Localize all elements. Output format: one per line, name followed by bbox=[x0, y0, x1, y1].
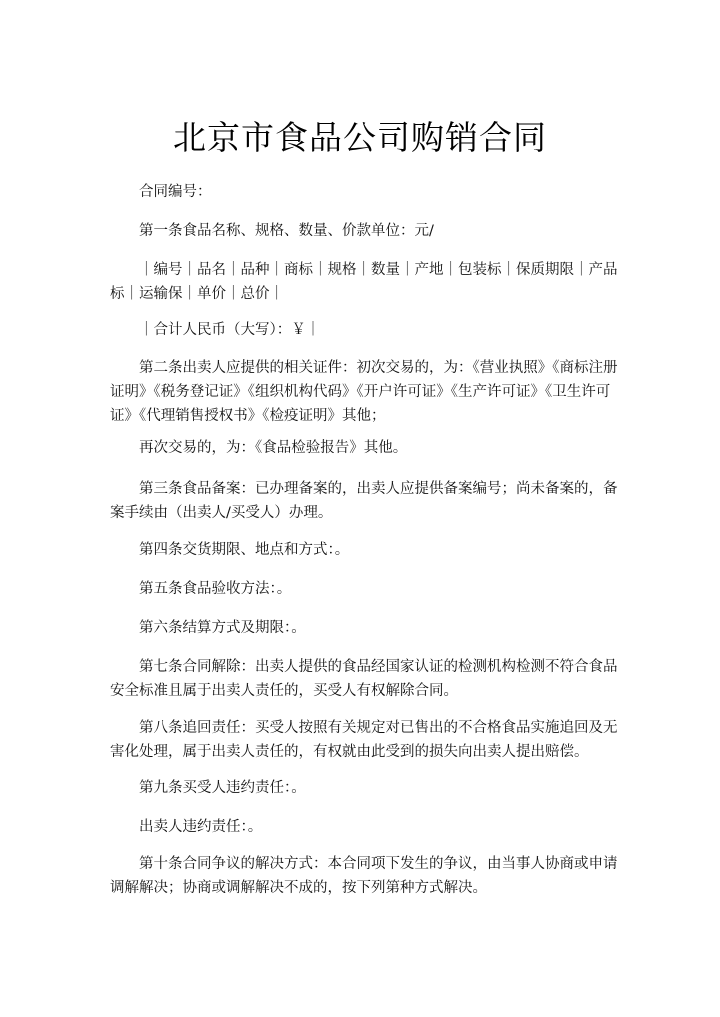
article-8-paragraph: 第八条追回责任：买受人按照有关规定对已售出的不合格食品实施追回及无害化处理，属于出卖人责任的，有权就由此受到的损失向出卖人提出赔偿。 bbox=[110, 720, 618, 760]
article-7-paragraph: 第七条合同解除：出卖人提供的食品经国家认证的检测机构检测不符合食品安全标准且属于出卖人责任的，买受人有权解除合同。 bbox=[110, 659, 618, 699]
article-5-paragraph: 第五条食品验收方法：。 bbox=[139, 581, 292, 597]
contract-number-line: 合同编号： bbox=[139, 184, 212, 200]
article-9-paragraph: 第九条买受人违约责任：。 bbox=[139, 780, 306, 796]
document-title: 北京市食品公司购销合同 bbox=[173, 118, 547, 157]
seller-liability-paragraph: 出卖人违约责任：。 bbox=[139, 819, 263, 835]
product-table-header-row: ｜编号｜品名｜品种｜商标｜规格｜数量｜产地｜包装标｜保质期限｜产品标｜运输保｜单价｜总价｜ bbox=[110, 262, 618, 302]
article-6-paragraph: 第六条结算方式及期限：。 bbox=[139, 620, 306, 636]
total-amount-row: ｜合计人民币（大写）：￥｜ bbox=[139, 322, 321, 338]
article-1-heading: 第一条食品名称、规格、数量、价款单位：元/ bbox=[139, 223, 434, 239]
article-3-paragraph: 第三条食品备案：已办理备案的，出卖人应提供备案编号；尚未备案的，备案手续由（出卖人/买受人）办理。 bbox=[110, 481, 618, 521]
article-4-paragraph: 第四条交货期限、地点和方式：。 bbox=[139, 542, 350, 558]
article-2-paragraph: 第二条出卖人应提供的相关证件：初次交易的，为：《营业执照》《商标注册证明》《税务登记证》《组织机构代码》《开户许可证》《生产许可证》《卫生许可证》《代理销售授权书》《检疫证明》其他； bbox=[110, 360, 618, 424]
article-2-repeat-transaction: 再次交易的，为：《食品检验报告》其他。 bbox=[139, 440, 408, 456]
article-10-paragraph: 第十条合同争议的解决方式：本合同项下发生的争议，由当事人协商或申请调解解决；协商或调解解决不成的，按下列第种方式解决。 bbox=[110, 856, 618, 896]
